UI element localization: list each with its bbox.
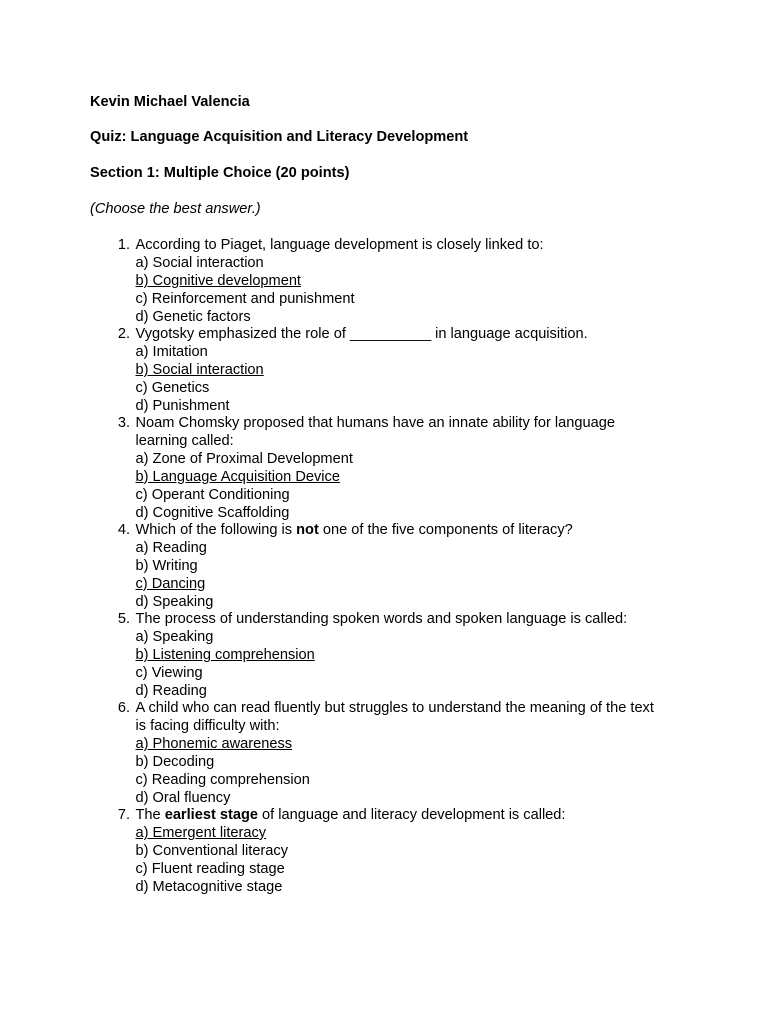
question-number: 5.	[117, 611, 130, 627]
question-text: Vygotsky emphasized the role of __________ in language acquisition.	[135, 326, 588, 342]
question-text-end: of language and literacy development is called:	[258, 807, 566, 823]
option-d: d) Genetic factors	[135, 308, 251, 325]
option-d: d) Oral fluency	[135, 789, 231, 806]
option-b: b) Decoding	[135, 753, 215, 770]
question-6	[112, 700, 692, 807]
question-text-emphasis: not	[296, 522, 319, 538]
question-text: According to Piaget, language development is closely linked to:	[135, 237, 544, 253]
option-a: a) Social interaction	[135, 254, 264, 271]
option-b: b) Conventional literacy	[135, 842, 289, 859]
question-text-start: Which of the following is	[135, 522, 297, 538]
question-number: 3.	[117, 415, 130, 431]
question-1	[112, 237, 692, 327]
question-text-emphasis: earliest stage	[164, 807, 258, 823]
option-d: d) Cognitive Scaffolding	[135, 504, 290, 521]
question-text-end: one of the five components of literacy?	[318, 522, 573, 538]
option-a: a) Imitation	[135, 343, 208, 360]
option-c: c) Genetics	[135, 379, 210, 396]
question-number: 6.	[117, 700, 130, 716]
option-d: d) Speaking	[135, 593, 214, 610]
question-number: 2.	[117, 326, 130, 342]
option-b-answer: b) Listening comprehension	[135, 646, 315, 663]
question-5	[112, 611, 692, 701]
option-b-answer: b) Language Acquisition Device	[135, 468, 340, 485]
section-title: Section 1: Multiple Choice (20 points)	[90, 165, 350, 181]
option-b: b) Writing	[135, 557, 198, 574]
option-d: d) Punishment	[135, 397, 230, 414]
question-text-line-1: A child who can read fluently but struggles to understand the meaning of the text	[135, 700, 654, 716]
question-text	[136, 807, 693, 825]
option-a: a) Speaking	[135, 628, 214, 645]
option-c: c) Viewing	[135, 664, 203, 681]
option-d: d) Metacognitive stage	[135, 878, 283, 895]
question-7	[112, 807, 692, 897]
question-2	[112, 326, 692, 416]
option-a: a) Reading	[135, 539, 207, 556]
question-number: 4.	[117, 522, 130, 538]
option-a-answer: a) Emergent literacy	[135, 824, 267, 841]
option-c: c) Fluent reading stage	[135, 860, 285, 877]
question-text: The process of understanding spoken words and spoken language is called:	[135, 611, 628, 627]
option-b-answer: b) Cognitive development	[135, 272, 301, 289]
option-a: a) Zone of Proximal Development	[135, 450, 353, 467]
question-3	[112, 415, 692, 522]
question-text	[136, 522, 693, 540]
option-c: c) Operant Conditioning	[135, 486, 290, 503]
question-number: 7.	[117, 807, 130, 823]
option-b-answer: b) Social interaction	[135, 361, 264, 378]
question-text-line-2: is facing difficulty with:	[135, 717, 280, 734]
option-d: d) Reading	[135, 682, 207, 699]
question-number: 1.	[117, 237, 130, 253]
quiz-title: Quiz: Language Acquisition and Literacy Development	[90, 129, 469, 145]
option-c-answer: c) Dancing	[135, 575, 206, 592]
option-a-answer: a) Phonemic awareness	[135, 735, 293, 752]
question-text-start: The	[135, 807, 165, 823]
question-4	[112, 522, 692, 612]
option-c: c) Reading comprehension	[135, 771, 310, 788]
question-text-line-2: learning called:	[135, 432, 234, 449]
instructions: (Choose the best answer.)	[90, 201, 261, 217]
option-c: c) Reinforcement and punishment	[135, 290, 355, 307]
question-text-line-1: Noam Chomsky proposed that humans have an innate ability for language	[135, 415, 615, 431]
student-name: Kevin Michael Valencia	[90, 94, 250, 110]
